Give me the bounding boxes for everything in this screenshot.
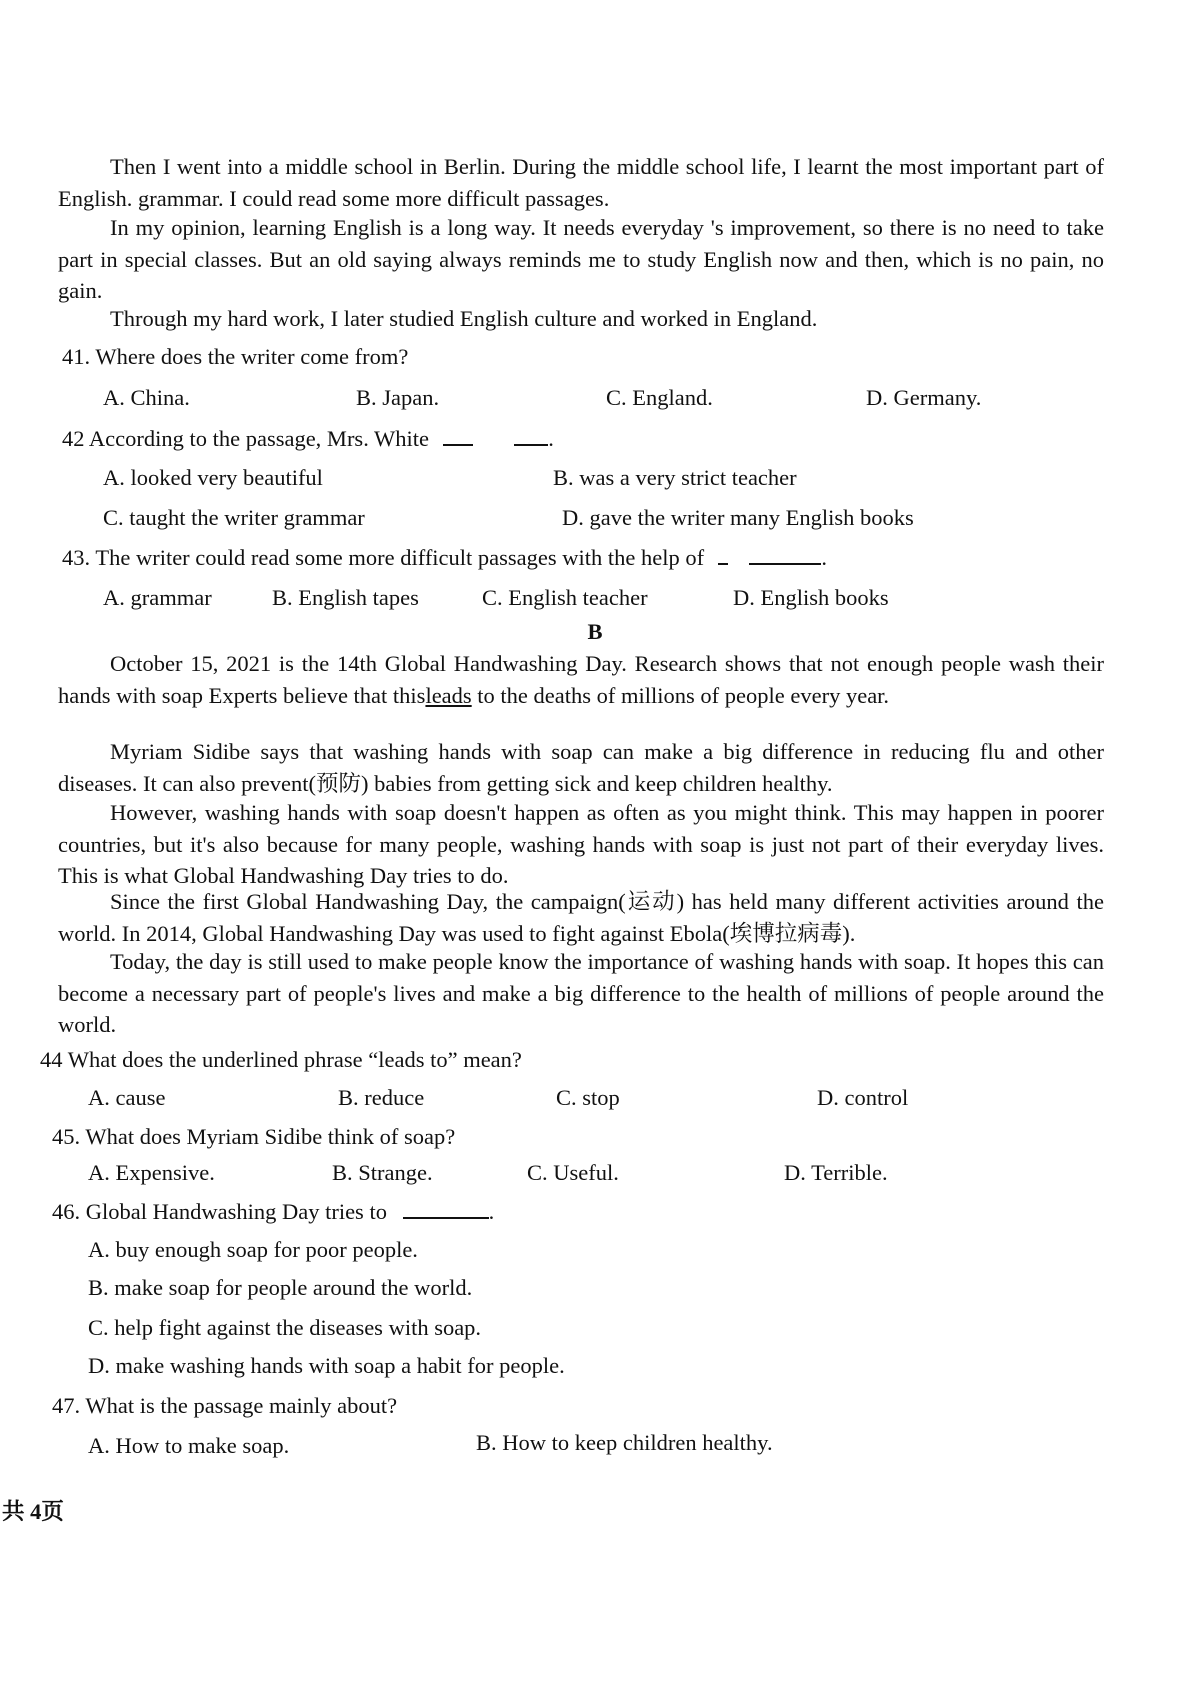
question-41-stem: 41. Where does the writer come from?	[62, 344, 409, 369]
question-45-stem: 45. What does Myriam Sidibe think of soap?	[52, 1124, 456, 1149]
question-41-option-d[interactable]: D. Germany.	[866, 385, 982, 410]
question-46-option-d[interactable]: D. make washing hands with soap a habit for people.	[88, 1353, 565, 1378]
question-42-option-d[interactable]: D. gave the writer many English books	[562, 505, 914, 530]
question-43-option-d[interactable]: D. English books	[733, 585, 889, 610]
question-46-end: .	[488, 1199, 495, 1224]
question-45-option-b[interactable]: B. Strange.	[332, 1160, 433, 1185]
question-43-end: .	[821, 545, 827, 570]
question-41-option-c[interactable]: C. England.	[606, 385, 713, 410]
question-43-stem: 43. The writer could read some more difficult passages with the help of	[62, 545, 705, 570]
question-45-option-c[interactable]: C. Useful.	[527, 1160, 619, 1185]
question-46-option-a[interactable]: A. buy enough soap for poor people.	[88, 1237, 418, 1262]
answer-blank	[718, 545, 728, 565]
passage-b-paragraph-4: Since the first Global Handwashing Day, the campaign(运动) has held many different activities around the world. In 2014, Global Handwashing Day was used to fight against Ebola(埃博拉病毒).	[58, 889, 1104, 946]
passage-b-paragraph-2: Myriam Sidibe says that washing hands with soap can make a big difference in reducing flu and other diseases. It can also prevent(预防) babies from getting sick and keep children healthy.	[58, 739, 1104, 796]
question-43-option-b[interactable]: B. English tapes	[272, 585, 419, 610]
question-42-stem: 42 According to the passage, Mrs. White	[62, 426, 430, 451]
question-46-option-b[interactable]: B. make soap for people around the world.	[88, 1275, 473, 1300]
question-43-line	[62, 542, 827, 574]
passage-b-paragraph-5: Today, the day is still used to make people know the importance of washing hands with soap. It hopes this can become a necessary part of people's lives and make a big difference to the health of millions of people around the world.	[58, 949, 1104, 1037]
question-42-option-b[interactable]: B. was a very strict teacher	[553, 465, 797, 490]
question-45-option-d[interactable]: D. Terrible.	[784, 1160, 888, 1185]
question-47-option-a[interactable]: A. How to make soap.	[88, 1433, 290, 1458]
question-47-stem: 47. What is the passage mainly about?	[52, 1393, 398, 1418]
question-41-option-a[interactable]: A. China.	[103, 385, 190, 410]
question-44-option-c[interactable]: C. stop	[556, 1085, 620, 1110]
question-47-option-b[interactable]: B. How to keep children healthy.	[476, 1430, 773, 1455]
page-count-footer: 共 4页	[2, 1499, 64, 1524]
question-42-line	[62, 423, 554, 455]
question-46-line	[52, 1196, 494, 1228]
section-b-heading: B	[587, 619, 603, 644]
question-44-option-a[interactable]: A. cause	[88, 1085, 166, 1110]
passage-b-paragraph-1	[58, 648, 1104, 711]
answer-blank	[514, 426, 548, 446]
question-41-option-b[interactable]: B. Japan.	[356, 385, 440, 410]
question-45-option-a[interactable]: A. Expensive.	[88, 1160, 215, 1185]
passage-b-p1-before: October 15, 2021 is the 14th Global Handwashing Day. Research shows that not enough people wash their hands with soap Experts believe that this	[58, 651, 1104, 708]
underlined-phrase: leads	[425, 682, 472, 708]
passage-a-paragraph-1: Then I went into a middle school in Berlin. During the middle school life, I learnt the most important part of English. grammar. I could read some more difficult passages.	[58, 154, 1104, 211]
question-46-option-c[interactable]: C. help fight against the diseases with soap.	[88, 1315, 482, 1340]
question-42-option-a[interactable]: A. looked very beautiful	[103, 465, 323, 490]
answer-blank	[443, 426, 473, 446]
passage-b-p1-after: to the deaths of millions of people every year.	[471, 682, 890, 708]
question-46-stem: 46. Global Handwashing Day tries to	[52, 1199, 387, 1224]
passage-a-paragraph-3: Through my hard work, I later studied English culture and worked in England.	[110, 306, 818, 331]
answer-blank	[749, 545, 821, 565]
question-42-option-c[interactable]: C. taught the writer grammar	[103, 505, 365, 530]
question-44-stem: 44 What does the underlined phrase “leads to” mean?	[40, 1047, 522, 1072]
passage-a-paragraph-2: In my opinion, learning English is a long way. It needs everyday 's improvement, so there is no need to take part in special classes. But an old saying always reminds me to study English now and then, which is no pain, no gain.	[58, 215, 1104, 303]
question-43-option-a[interactable]: A. grammar	[103, 585, 212, 610]
answer-blank	[403, 1199, 489, 1219]
question-43-option-c[interactable]: C. English teacher	[482, 585, 648, 610]
question-44-option-d[interactable]: D. control	[817, 1085, 909, 1110]
passage-b-paragraph-3: However, washing hands with soap doesn't happen as often as you might think. This may happen in poorer countries, but it's also because for many people, washing hands with soap is just not part of their everyday lives. This is what Global Handwashing Day tries to do.	[58, 800, 1104, 888]
question-44-option-b[interactable]: B. reduce	[338, 1085, 425, 1110]
question-42-end: .	[548, 426, 554, 451]
